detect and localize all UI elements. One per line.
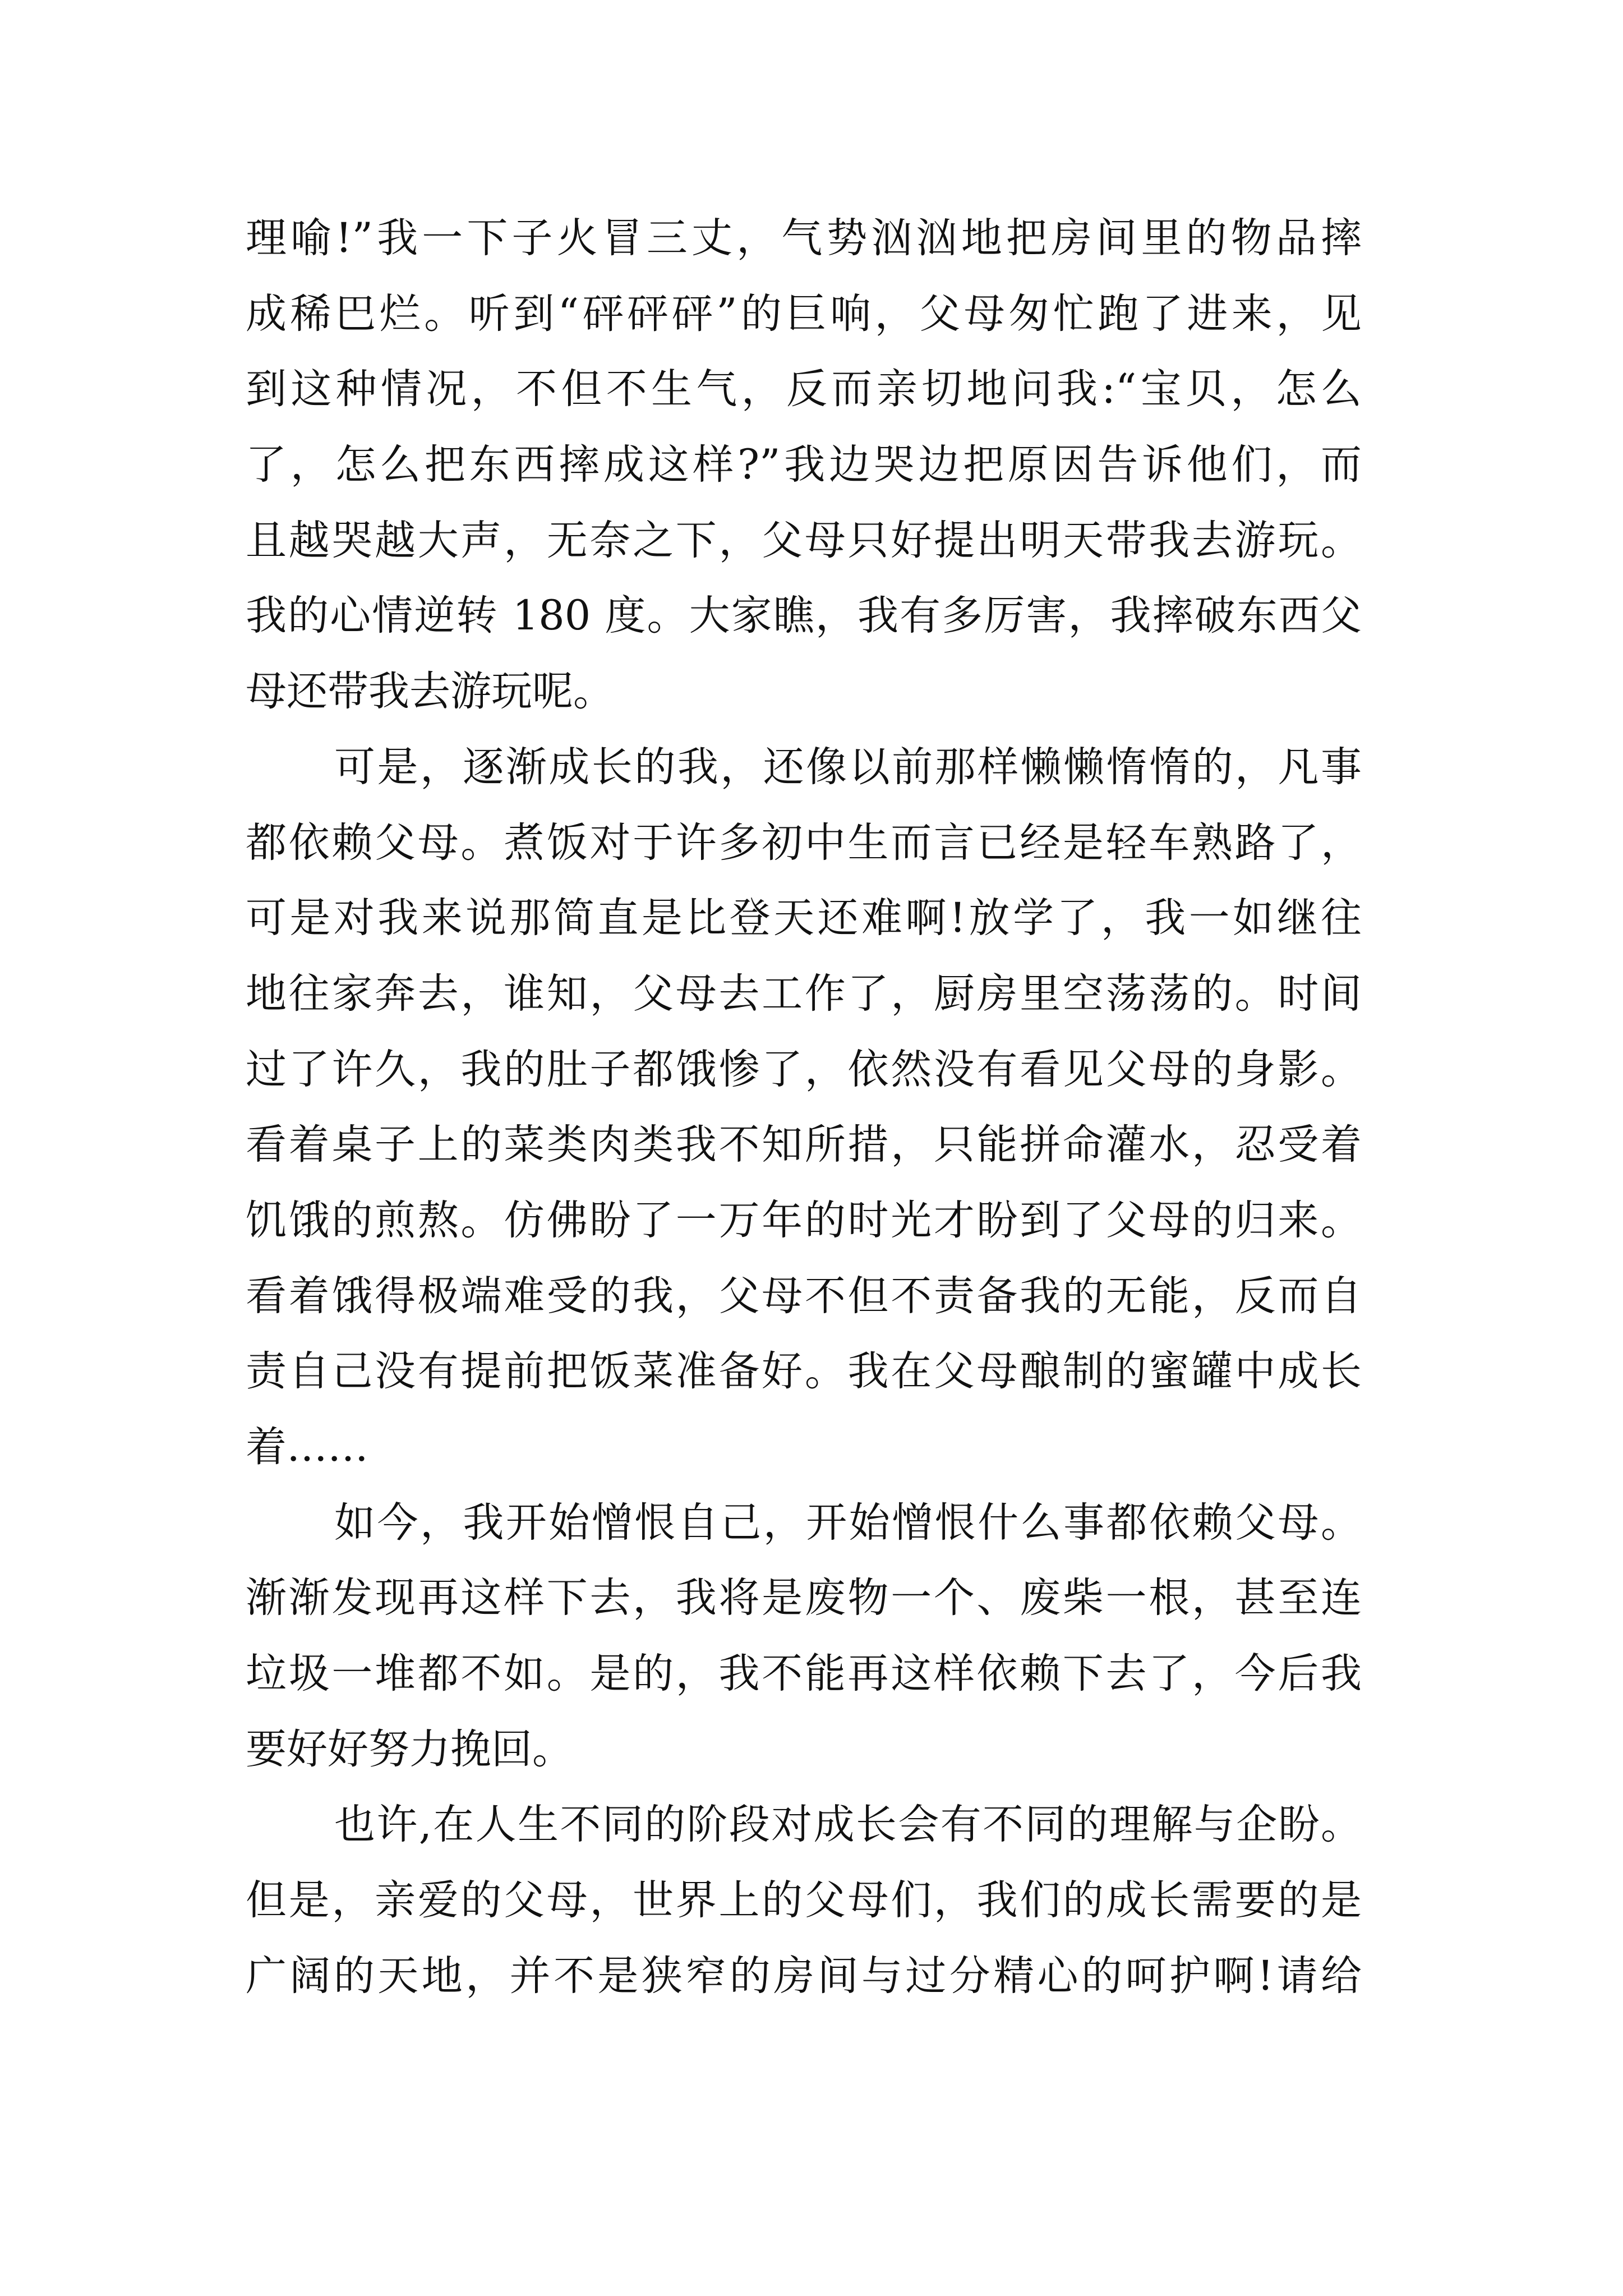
text-line: 地往家奔去，谁知，父母去工作了，厨房里空荡荡的。时间	[246, 969, 1362, 1018]
text-line: 要好好努力挽回。	[246, 1725, 573, 1773]
text-line: 我的心情逆转 180 度。大家瞧，我有多厉害，我摔破东西父	[246, 592, 1362, 640]
text-line: 看着饿得极端难受的我，父母不但不责备我的无能，反而自	[246, 1272, 1362, 1320]
text-line: 如今，我开始憎恨自己，开始憎恨什么事都依赖父母。	[334, 1498, 1362, 1547]
paragraph	[246, 201, 1362, 730]
text-line: 可是，逐渐成长的我，还像以前那样懒懒惰惰的，凡事	[334, 743, 1362, 791]
text-line: 成稀巴烂。听到“砰砰砰”的巨响，父母匆忙跑了进来，见	[246, 289, 1362, 338]
text-line: 可是对我来说那简直是比登天还难啊!放学了，我一如继往	[246, 894, 1362, 942]
text-line: 了，怎么把东西摔成这样?”我边哭边把原因告诉他们，而	[246, 441, 1362, 489]
paragraph	[246, 1485, 1362, 1788]
paragraph	[246, 730, 1362, 1485]
text-line: 母还带我去游玩呢。	[246, 668, 614, 716]
text-line: 广阔的天地，并不是狭窄的房间与过分精心的呵护啊!请给	[246, 1952, 1362, 2000]
text-line: 过了许久，我的肚子都饿惨了，依然没有看见父母的身影。	[246, 1045, 1362, 1093]
text-line: 看着桌子上的菜类肉类我不知所措，只能拼命灌水，忍受着	[246, 1121, 1362, 1169]
text-line: 但是，亲爱的父母，世界上的父母们，我们的成长需要的是	[246, 1876, 1362, 1925]
text-line: 都依赖父母。煮饭对于许多初中生而言已经是轻车熟路了，	[246, 818, 1362, 867]
text-line: 也许,在人生不同的阶段对成长会有不同的理解与企盼。	[334, 1801, 1362, 1849]
text-line: 着……	[246, 1423, 368, 1471]
text-line: 渐渐发现再这样下去，我将是废物一个、废柴一根，甚至连	[246, 1574, 1362, 1622]
text-line: 饥饿的煎熬。仿佛盼了一万年的时光才盼到了父母的归来。	[246, 1196, 1362, 1244]
text-line: 垃圾一堆都不如。是的，我不能再这样依赖下去了，今后我	[246, 1650, 1362, 1698]
text-line: 且越哭越大声，无奈之下，父母只好提出明天带我去游玩。	[246, 516, 1362, 564]
text-line: 责自己没有提前把饭菜准备好。我在父母酿制的蜜罐中成长	[246, 1347, 1362, 1396]
text-line: 理喻!”我一下子火冒三丈，气势汹汹地把房间里的物品摔	[246, 214, 1362, 262]
text-line: 到这种情况，不但不生气，反而亲切地问我:“宝贝，怎么	[246, 365, 1362, 413]
paragraph	[246, 1787, 1362, 2014]
body-text	[246, 201, 1362, 2014]
